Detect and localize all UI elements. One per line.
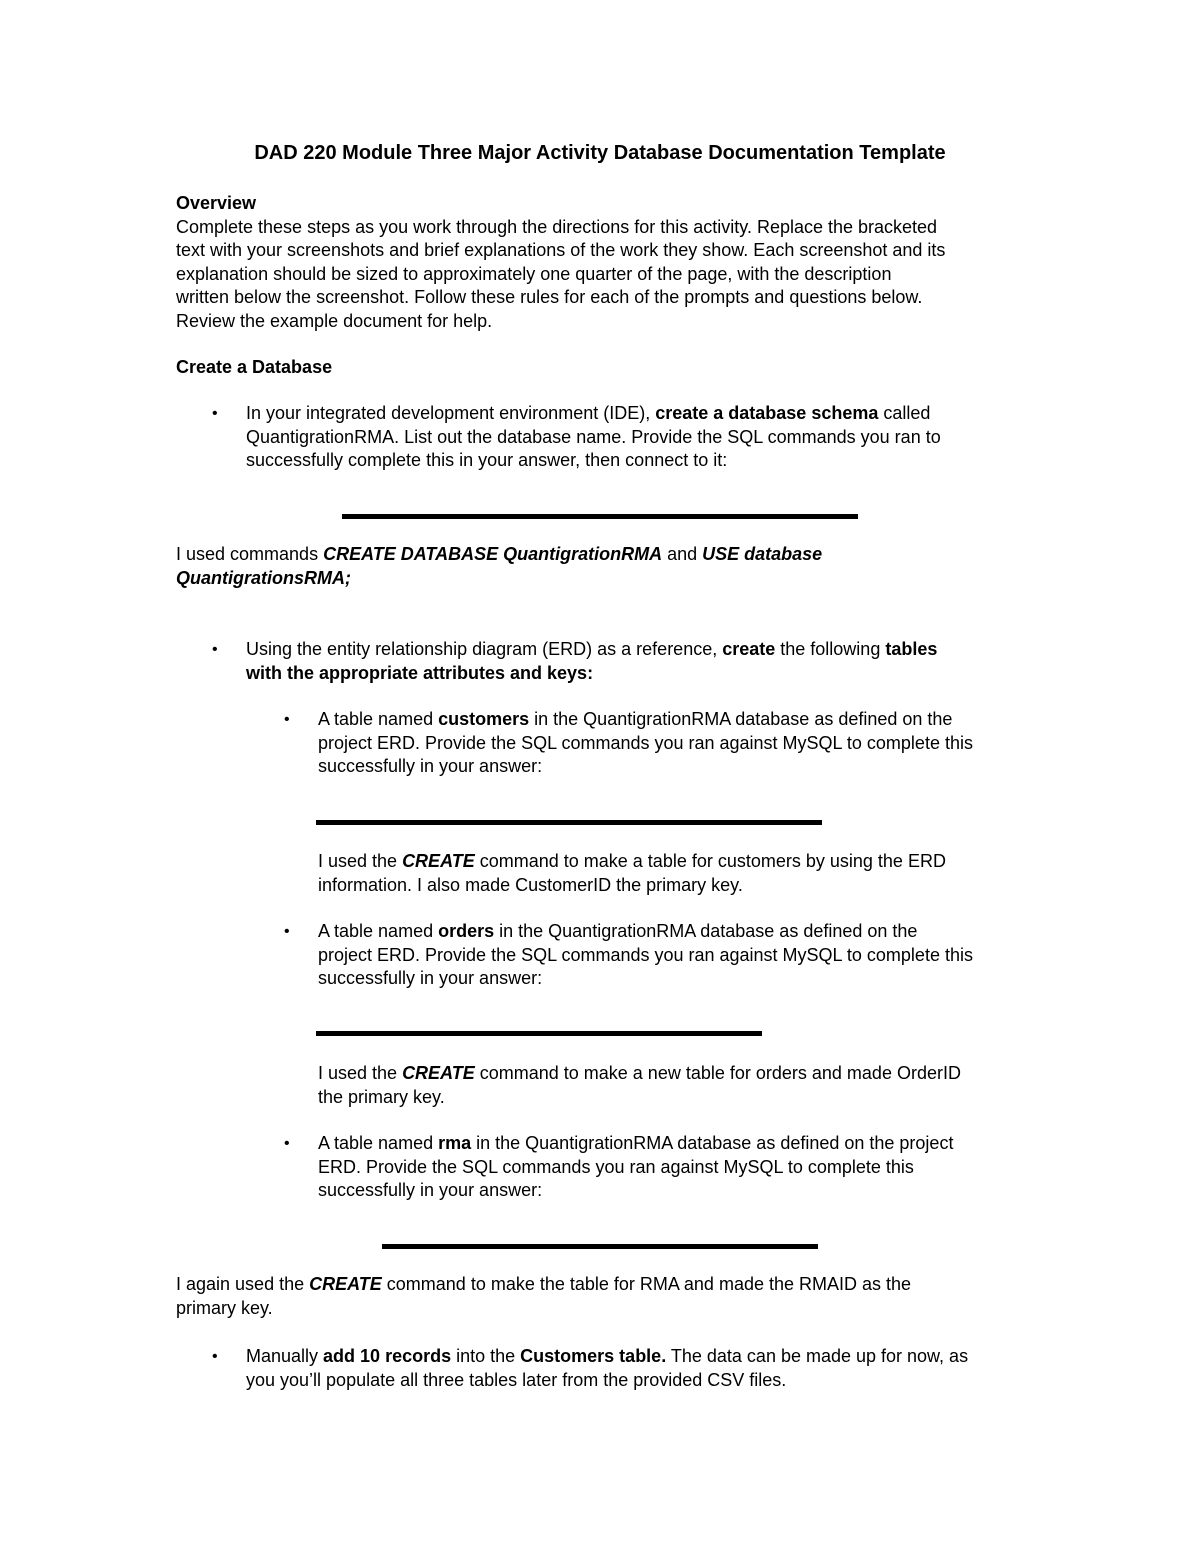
rma-answer: I again used the CREATE command to make the table for RMA and made the RMAID as the primary key. bbox=[176, 1274, 912, 1318]
bullet-1-glyph: • bbox=[212, 405, 218, 422]
orders-text: A table named orders in the QuantigrationRMA database as defined on the project ERD. Provide the SQL commands you ran against MySQL to complete this successfully in your answer: bbox=[318, 921, 973, 988]
screenshot-placeholder-customers bbox=[316, 820, 822, 825]
screenshot-placeholder-1 bbox=[342, 514, 858, 519]
bullet-1-text: In your integrated development environment (IDE), create a database schema called QuantigrationRMA. List out the database name. Provide the SQL commands you ran to successfully complete this in your answer, then connect to it: bbox=[246, 403, 941, 470]
customers-answer: I used the CREATE command to make a table for customers by using the ERD information. I also made CustomerID the primary key. bbox=[318, 851, 946, 895]
create-database-heading: Create a Database bbox=[176, 357, 333, 377]
document-title: DAD 220 Module Three Major Activity Database Documentation Template bbox=[254, 142, 946, 164]
screenshot-placeholder-orders bbox=[316, 1031, 762, 1036]
overview-line-2: text with your screenshots and brief explanations of the work they show. Each screenshot and its bbox=[176, 240, 946, 260]
bullet-3-glyph: • bbox=[212, 1348, 218, 1365]
overview-line-4: written below the screenshot. Follow these rules for each of the prompts and questions below. bbox=[176, 287, 923, 307]
overview-heading: Overview bbox=[176, 193, 257, 213]
rma-bullet-glyph: • bbox=[284, 1135, 290, 1152]
bullet-2-text: Using the entity relationship diagram (ERD) as a reference, create the following tables with the appropriate attributes and keys: bbox=[246, 639, 938, 683]
screenshot-placeholder-rma bbox=[382, 1244, 818, 1249]
bullet-2-glyph: • bbox=[212, 641, 218, 658]
overview-line-5: Review the example document for help. bbox=[176, 310, 493, 331]
overview-line-3: explanation should be sized to approximately one quarter of the page, with the description bbox=[176, 263, 892, 284]
customers-text: A table named customers in the QuantigrationRMA database as defined on the project ERD. Provide the SQL commands you ran against MySQL to complete this successfully in your answer: bbox=[318, 709, 973, 776]
answer-1: I used commands CREATE DATABASE QuantigrationRMA and USE database QuantigrationsRMA; bbox=[176, 544, 823, 588]
orders-bullet-glyph: • bbox=[284, 923, 290, 940]
overview-section bbox=[176, 192, 1056, 333]
orders-answer: I used the CREATE command to make a new table for orders and made OrderID the primary key. bbox=[318, 1063, 961, 1107]
bullet-3-text: Manually add 10 records into the Customers table. The data can be made up for now, as you you’ll populate all three tables later from the provided CSV files. bbox=[246, 1346, 969, 1390]
customers-bullet-glyph: • bbox=[284, 711, 290, 728]
overview-line-1: Complete these steps as you work through the directions for this activity. Replace the bracketed bbox=[176, 216, 938, 237]
rma-text: A table named rma in the QuantigrationRMA database as defined on the project ERD. Provide the SQL commands you ran against MySQL to complete this successfully in your answer: bbox=[318, 1133, 954, 1200]
